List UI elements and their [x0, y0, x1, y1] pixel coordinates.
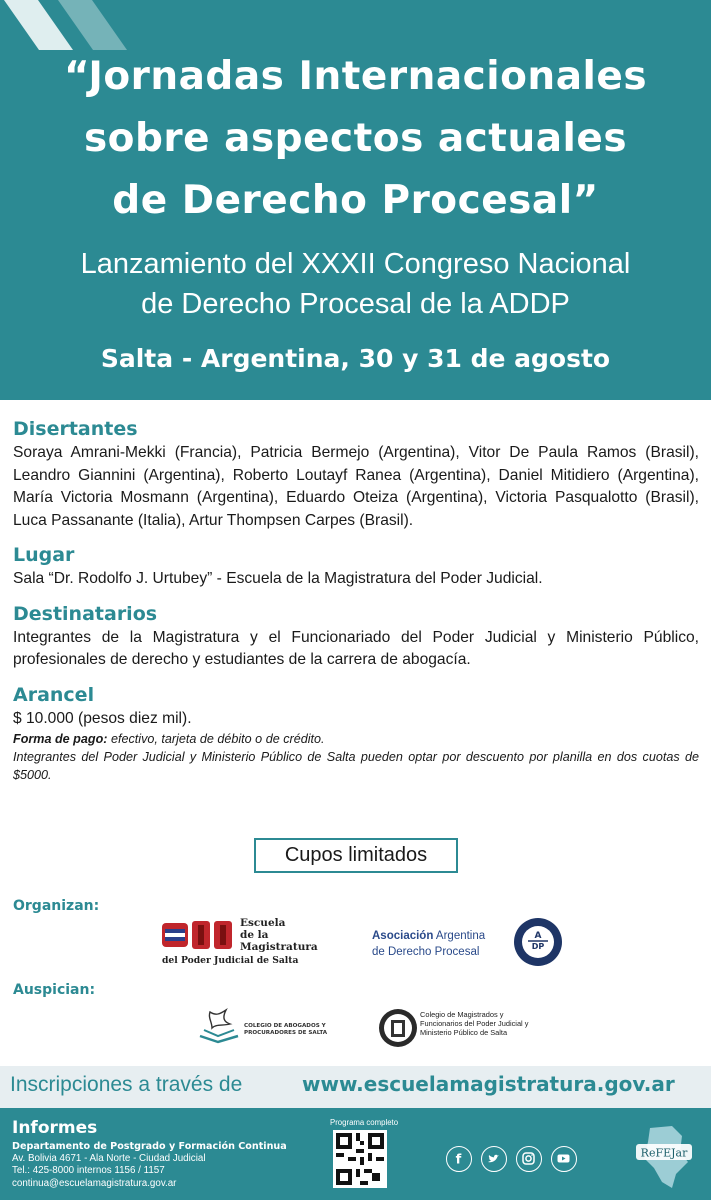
colegio-magistrados-emblem-icon [378, 1008, 418, 1048]
cupos-box: Cupos limitados [254, 838, 458, 873]
subtitle [0, 244, 711, 324]
svg-text:A: A [534, 931, 542, 941]
decorative-stripe [0, 0, 73, 50]
payment-label: Forma de pago: [13, 732, 108, 746]
section-title-disertantes: Disertantes [13, 418, 138, 440]
magistrados-line: Ministerio Público de Salta [420, 1028, 508, 1037]
addp-rest: Argentina [433, 930, 486, 942]
place-date: Salta - Argentina, 30 y 31 de agosto [100, 344, 611, 373]
page-title [0, 46, 711, 232]
qr-code-icon [336, 1133, 384, 1185]
colegio-abogados-logo [196, 1006, 336, 1046]
svg-text:DP: DP [531, 942, 545, 951]
magistrados-line: Funcionarios del Poder Judicial y [420, 1019, 529, 1028]
refejar-logo [632, 1122, 696, 1192]
discount-info: Integrantes del Poder Judicial y Ministerio Público de Salta pueden optar por descuento por planilla en dos cuotas de $5000. [13, 750, 699, 782]
qr-code[interactable] [333, 1130, 387, 1188]
footer [0, 1108, 711, 1200]
abogados-line: PROCURADORES DE SALTA [244, 1030, 328, 1036]
instagram-icon[interactable] [516, 1146, 542, 1172]
section-title-destinatarios: Destinatarios [13, 602, 158, 625]
inscripciones-text: Inscripciones a través de [10, 1073, 243, 1096]
colegio-magistrados-name [420, 1010, 528, 1037]
escuela-line: de la [240, 929, 269, 941]
escuela-magistratura-logo [162, 917, 322, 969]
addp-name-line2: de Derecho Procesal [372, 946, 480, 958]
colegio-magistrados-logo [378, 1008, 558, 1050]
addp-seal-icon [512, 916, 564, 968]
escuela-line: Escuela [240, 917, 286, 929]
arancel-price: $ 10.000 (pesos diez mil). [13, 709, 192, 727]
address: Av. Bolivia 4671 - Ala Norte - Ciudad Judicial [12, 1153, 206, 1164]
subtitle-line: Lanzamiento del XXXII Congreso Nacional [80, 248, 631, 280]
escuela-emblem-icon [162, 919, 236, 951]
section-title-lugar: Lugar [13, 544, 75, 566]
inscripciones-bar [0, 1066, 711, 1108]
email-link[interactable]: continua@escuelamagistratura.gov.ar [12, 1178, 177, 1189]
lugar-body: Sala “Dr. Rodolfo J. Urtubey” - Escuela de la Magistratura del Poder Judicial. [13, 570, 543, 587]
youtube-icon[interactable] [551, 1146, 577, 1172]
section-title-arancel: Arancel [13, 683, 95, 706]
addp-logo [372, 914, 572, 970]
inscripciones-link[interactable]: www.escuelamagistratura.gov.ar [302, 1072, 675, 1096]
phone: Tel.: 425-8000 internos 1156 / 1157 [12, 1165, 165, 1176]
addp-bold: Asociación [372, 930, 434, 942]
organizan-label: Organizan: [13, 898, 100, 914]
refejar-text: ReFEJar [640, 1146, 688, 1160]
addp-name-line1 [372, 930, 485, 942]
title-line: sobre aspectos actuales [83, 116, 628, 161]
title-line: “Jornadas Internacionales [63, 54, 648, 99]
twitter-icon[interactable] [481, 1146, 507, 1172]
programa-label: Programa completo [330, 1118, 399, 1127]
auspician-label: Auspician: [13, 982, 96, 998]
escuela-sub: del Poder Judicial de Salta [162, 955, 299, 966]
subtitle-line: de Derecho Procesal de la ADDP [141, 288, 570, 320]
destinatarios-body: Integrantes de la Magistratura y el Funcionariado del Poder Judicial y Ministerio Público, profesionales de derecho y estudiantes de la carrera de abogacía. [13, 628, 699, 668]
svg-text:f: f [455, 1152, 462, 1168]
event-details [13, 416, 699, 784]
escuela-line: Magistratura [240, 941, 318, 953]
colegio-abogados-name [244, 1023, 327, 1037]
header-banner [0, 0, 711, 400]
department-name: Departamento de Postgrado y Formación Continua [12, 1141, 287, 1152]
abogados-line: COLEGIO DE ABOGADOS Y [244, 1023, 326, 1029]
facebook-icon[interactable] [446, 1146, 472, 1172]
disertantes-body: Soraya Amrani-Mekki (Francia), Patricia Bermejo (Argentina), Vitor De Paula Ramos (Brasil), Leandro Giannini (Argentina), Roberto Loutayf Ranea (Argentina), Daniel Mitidiero (Argentina), María Victoria Mosmann (Argentina), Eduardo Oteiza (Argentina), Victoria Pasqualotto (Brasil), Luca Passanante (Italia), Artur Thompsen Carpes (Brasil). [13, 444, 699, 529]
magistrados-line: Colegio de Magistrados y [420, 1010, 504, 1019]
informes-title: Informes [12, 1118, 98, 1138]
title-line: de Derecho Procesal” [112, 178, 599, 223]
payment-info [13, 730, 699, 748]
payment-text: efectivo, tarjeta de débito o de crédito. [107, 732, 325, 746]
colegio-abogados-emblem-icon [196, 1006, 242, 1046]
escuela-name [240, 917, 318, 953]
